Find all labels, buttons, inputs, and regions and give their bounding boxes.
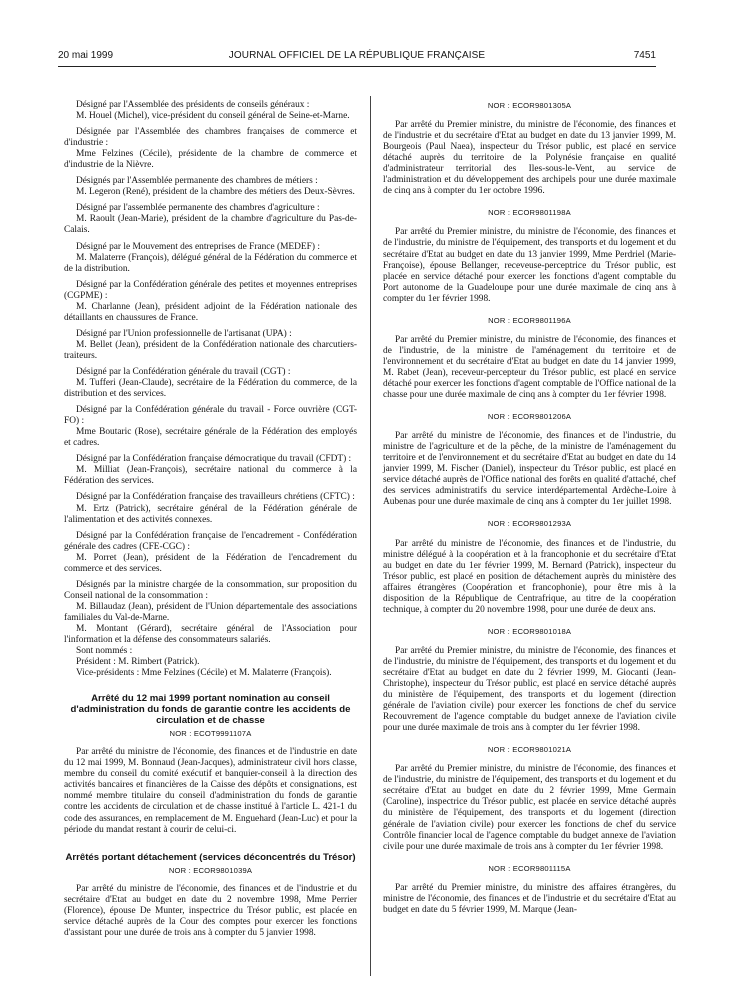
- nor-reference: NOR : ECOR9801305A: [487, 101, 572, 110]
- paragraph: Désigné par l'Assemblée des présidents de conseils généraux :: [76, 100, 310, 110]
- nor-reference: NOR : ECOR9801196A: [488, 315, 571, 325]
- paragraph: Désigné par la Confédération française démocratique du travail (CFDT) :: [76, 454, 352, 465]
- paragraph: M. Tufferi (Jean-Claude), secrétaire de la Fédération du commerce, de la distribution et des services.: [64, 378, 357, 400]
- entry-body: Par arrêté du ministre de l'économie, des finances et de l'industrie, du ministre de l'agriculture et de la pêche, de la ministre de l'aménagement du territoire et de l'environnement et du secrétaire d'Etat au budget en date du 14 janvier 1999, M. Fischer (Daniel), inspecteur du Trésor public, est placé en service détaché auprès de l'Office national des forêts en qualité d'attaché, chef des services administratifs du service interdépartemental Ardèche-Loire à Aubenas pour une durée maximale de cinq ans à compter du 1er juillet 1998.: [383, 431, 676, 508]
- header-rule: [58, 66, 656, 67]
- paragraph: M. Houel (Michel), vice-président du conseil général de Seine-et-Marne.: [76, 111, 350, 122]
- entry-body: Par arrêté du Premier ministre, du ministre de l'économie, des finances et de l'industrie, du ministre de l'équipement, des transports et du logement et du secrétaire d'Etat au budget en date du 13 janvier 1999, Mme Perdriel (Marie-Françoise), épouse Bellanger, receveuse-perceptrice du Trésor public, est placée en service détaché pour exercer les fonctions d'agent comptable du Port autonome de la Guadeloupe pour une durée maximale de cinq ans à compter du 1er février 1998.: [383, 227, 676, 304]
- paragraph: M. Malaterre (François), délégué général de la Fédération du commerce et de la distribution.: [64, 252, 357, 274]
- paragraph: Désigné par l'assemblée permanente des chambres d'agriculture :: [76, 203, 320, 214]
- paragraph: Désignés par l'Assemblée permanente des chambres de métiers :: [76, 176, 318, 187]
- paragraph: M. Ertz (Patrick), secrétaire général de la Fédération générale de l'alimentation et des activités connexes.: [64, 503, 357, 525]
- paragraph: M. Billaudaz (Jean), président de l'Union départementale des associations familiales du Val-de-Marne.: [64, 601, 357, 623]
- nor-reference: NOR : ECOR9801115A: [488, 863, 571, 873]
- paragraph: Président : M. Rimbert (Patrick).: [76, 657, 200, 668]
- page-number: 7451: [633, 50, 656, 61]
- paragraph: Désignés par la ministre chargée de la consommation, sur proposition du Conseil national de la consommation :: [64, 579, 357, 601]
- paragraph: Désigné par l'Union professionnelle de l'artisanat (UPA) :: [76, 328, 292, 339]
- entry-body: Par arrêté du Premier ministre, du ministre de l'économie, des finances et de l'industrie, du ministre de l'équipement, des transports et du logement et du secrétaire d'Etat au budget en date du 2 février 1999, M. Giocanti (Jean-Christophe), inspecteur du Trésor public, est placé en service détaché auprès du ministère de l'équipement, des transports et du logement (direction générale de l'aviation civile) pour exercer les fonctions de chef du service Recouvrement de l'agence comptable du budget annexe de l'aviation civile pour une durée maximale de trois ans à compter du 1er février 1998.: [383, 645, 676, 734]
- left-column: [64, 100, 357, 939]
- paragraph: Désigné par la Confédération générale du travail (CGT) :: [76, 366, 291, 377]
- paragraph: Désigné par la Confédération générale du travail - Force ouvrière (CGT-FO) :: [64, 405, 357, 427]
- paragraph: Désigné par la Confédération générale des petites et moyennes entreprises (CGPME) :: [64, 279, 357, 301]
- article-title: Arrêtés portant détachement (services déconcentrés du Trésor): [65, 851, 356, 863]
- nor-reference: NOR : ECOR9801206A: [487, 412, 572, 422]
- nor-reference: NOR : ECOR9801018A: [487, 626, 572, 636]
- article-body: Par arrêté du ministre de l'économie, des finances et de l'industrie en date du 12 mai 1999, M. Bonnaud (Jean-Jacques), administrateur civil hors classe, membre du conseil du comité exécutif et banquier-conseil à la direction des activités bancaires et financières de la Caisse des dépôts et consignations, est nommé membre titulaire du conseil d'administration du fonds de garantie contre les accidents de circulation et de chasse institué à l'article L. 421-1 du code des assurances, en remplacement de M. Enguehard (Jean-Luc) et pour la période du mandat restant à courir de celui-ci.: [64, 747, 357, 835]
- column-divider: [370, 96, 371, 976]
- nor-reference: NOR : ECOT9991107A: [169, 729, 252, 739]
- paragraph: M. Bellet (Jean), président de la Confédération nationale des charcutiers-traiteurs.: [64, 339, 357, 361]
- paragraph: M. Montant (Gérard), secrétaire général de l'Association pour l'information et la défense des consommateurs salariés.: [64, 623, 357, 646]
- paragraph: Vice-présidents : Mme Felzines (Cécile) et M. Malaterre (François).: [76, 668, 332, 679]
- journal-title: JOURNAL OFFICIEL DE LA RÉPUBLIQUE FRANÇAISE: [228, 50, 486, 61]
- header-date: 20 mai 1999: [58, 50, 114, 61]
- paragraph: M. Porret (Jean), président de la Fédération de l'encadrement du commerce et des services.: [64, 552, 357, 574]
- entry-body: Par arrêté du Premier ministre, du ministre des affaires étrangères, du ministre de l'économie, des finances et de l'industrie et du secrétaire d'Etat au budget en date du 5 février 1999, M. Marque (Jean-: [383, 882, 676, 915]
- paragraph: Désignée par l'Assemblée des chambres françaises de commerce et d'industrie :: [64, 127, 357, 149]
- paragraph: Désigné par le Mouvement des entreprises de France (MEDEF) :: [76, 241, 320, 252]
- entry-body: Par arrêté du Premier ministre, du ministre de l'économie, des finances et de l'industrie et du secrétaire d'Etat au budget en date du 13 janvier 1999, M. Bourgeois (Paul Naea), inspecteur du Trésor public, est placé en service détaché auprès du territoire de la Polynésie française en qualité d'administrateur territorial des Iles-sous-le-Vent, au service de l'administration et du développement des archipels pour une durée maximale de cinq ans à compter du 1er octobre 1996.: [383, 120, 676, 197]
- paragraph: Désigné par la Confédération française de l'encadrement - Confédération générale des cadres (CFE-CGC) :: [64, 530, 357, 552]
- paragraph: Mme Felzines (Cécile), présidente de la chambre de commerce et d'industrie de la Nièvre.: [64, 149, 357, 171]
- article-body: Par arrêté du ministre de l'économie, des finances et de l'industrie et du secrétaire d'Etat au budget en date du 2 novembre 1998, Mme Perrier (Florence), épouse De Munter, inspectrice du Trésor public, est placée en service détaché auprès de la Cour des comptes pour exercer les fonctions d'assistant pour une durée de trois ans à compter du 5 janvier 1998.: [64, 883, 357, 938]
- nor-reference: NOR : ECOR9801039A: [168, 865, 253, 875]
- nor-reference: NOR : ECOR9801021A: [487, 745, 572, 755]
- paragraph: M. Legeron (René), président de la chambre des métiers des Deux-Sèvres.: [76, 187, 355, 198]
- paragraph: Désigné par la Confédération française des travailleurs chrétiens (CFTC) :: [76, 492, 355, 503]
- nor-reference: NOR : ECOR9801198A: [488, 208, 571, 218]
- paragraph: M. Raoult (Jean-Marie), président de la chambre d'agriculture du Pas-de-Calais.: [64, 214, 357, 236]
- paragraph: M. Milliat (Jean-François), secrétaire national du commerce à la Fédération des services.: [64, 465, 357, 487]
- right-column: [383, 100, 676, 916]
- entry-body: Par arrêté du ministre de l'économie, des finances et de l'industrie, du ministre délégué à la coopération et à la francophonie et du secrétaire d'Etat au budget en date du 1er février 1999, M. Bernard (Patrick), inspecteur du Trésor public, est placé en position de détachement auprès du ministère des affaires étrangères (Coopération et francophonie), pour être mis à la disposition de la République de Centrafrique, au titre de la coopération technique, à compter du 20 novembre 1998, pour une durée de deux ans.: [383, 538, 676, 615]
- nor-reference: NOR : ECOR9801293A: [487, 519, 572, 529]
- page-header: [58, 50, 656, 64]
- paragraph: Sont nommés :: [76, 646, 133, 657]
- entry-body: Par arrêté du Premier ministre, du ministre de l'économie, des finances et de l'industrie, de la ministre de l'aménagement du territoire et de l'environnement et du secrétaire d'Etat au budget en date du 14 janvier 1999, M. Rabet (Jean), receveur-percepteur du Trésor public, est placé en service détaché pour exercer les fonctions d'agent comptable de l'Office national de la chasse pour une durée maximale de cinq ans à compter du 1er février 1998.: [383, 334, 676, 401]
- entry-body: Par arrêté du Premier ministre, du ministre de l'économie, des finances et de l'industrie, du ministre de l'équipement, des transports et du logement et du secrétaire d'Etat au budget en date du 2 février 1999, Mme Germain (Caroline), inspectrice du Trésor public, est placée en service détaché auprès du ministère de l'équipement, des transports et du logement (direction générale de l'aviation civile) pour exercer les fonctions de chef du service Contrôle financier local de l'agence comptable du budget annexe de l'aviation civile pour une durée maximale de trois ans à compter du 1er février 1998.: [383, 764, 676, 852]
- paragraph: Mme Boutaric (Rose), secrétaire générale de la Fédération des employés et cadres.: [64, 427, 357, 449]
- paragraph: M. Charlanne (Jean), président adjoint de la Fédération nationale des détaillants en chaussures de France.: [64, 301, 357, 323]
- article-title: Arrêté du 12 mai 1999 portant nomination au conseil d'administration du fonds de garantie contre les accidents de circulation et de chasse: [70, 693, 351, 727]
